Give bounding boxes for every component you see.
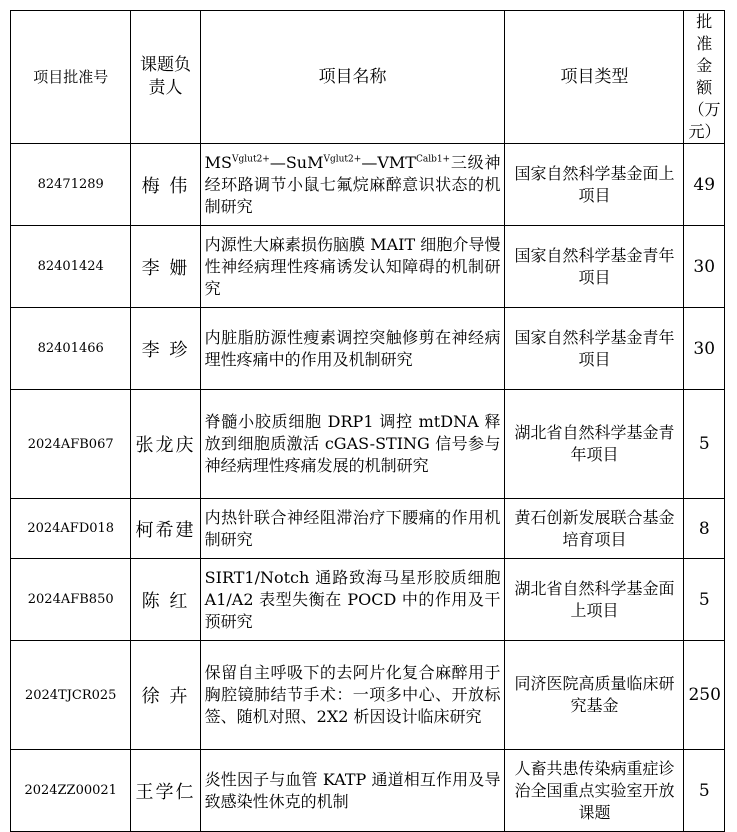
name-superscript: Vglut2+	[232, 154, 270, 165]
table-row	[11, 559, 725, 641]
lead-cell: 柯希建	[131, 499, 200, 559]
project-type-cell: 同济医院高质量临床研究基金	[505, 641, 684, 750]
name-text: MS	[204, 152, 233, 172]
project-id-cell: 2024AFD018	[11, 499, 131, 559]
project-id-cell: 82471289	[11, 144, 131, 226]
project-type-cell: 人畜共患传染病重症诊治全国重点实验室开放课题	[505, 750, 684, 832]
project-type-cell: 湖北省自然科学基金面上项目	[505, 559, 684, 641]
table-row	[11, 144, 725, 226]
project-type-cell: 国家自然科学基金面上项目	[505, 144, 684, 226]
amount-cell: 250	[684, 641, 725, 750]
project-id-cell: 2024AFB850	[11, 559, 131, 641]
header-amount: 批准金额（万元）	[684, 11, 725, 144]
project-id-cell: 2024TJCR025	[11, 641, 131, 750]
amount-cell: 8	[684, 499, 725, 559]
project-name-cell: 保留自主呼吸下的去阿片化复合麻醉用于胸腔镜肺结节手术：一项多中心、开放标签、随机对照、2X2 析因设计临床研究	[200, 641, 505, 750]
table-row	[11, 308, 725, 390]
project-id-cell: 82401424	[11, 226, 131, 308]
lead-cell: 王学仁	[131, 750, 200, 832]
table-body	[11, 144, 725, 832]
lead-cell: 李 珍	[131, 308, 200, 390]
lead-cell: 张龙庆	[131, 390, 200, 499]
table-row	[11, 226, 725, 308]
table-row	[11, 499, 725, 559]
amount-cell: 5	[684, 390, 725, 499]
header-project-type: 项目类型	[505, 11, 684, 144]
header-lead: 课题负责人	[131, 11, 200, 144]
project-type-cell: 国家自然科学基金青年项目	[505, 226, 684, 308]
lead-cell: 陈 红	[131, 559, 200, 641]
amount-cell: 5	[684, 750, 725, 832]
project-name-cell: SIRT1/Notch 通路致海马星形胶质细胞 A1/A2 表型失衡在 POCD 中的作用及干预研究	[200, 559, 505, 641]
project-type-cell: 国家自然科学基金青年项目	[505, 308, 684, 390]
amount-cell: 5	[684, 559, 725, 641]
project-id-cell: 2024ZZ00021	[11, 750, 131, 832]
name-text: —SuM	[269, 152, 324, 172]
project-name-cell: 内热针联合神经阻滞治疗下腰痛的作用机制研究	[200, 499, 505, 559]
project-name-cell: 内源性大麻素损伤脑膜 MAIT 细胞介导慢性神经病理性疼痛诱发认知障碍的机制研究	[200, 226, 505, 308]
amount-cell: 30	[684, 308, 725, 390]
table-row	[11, 641, 725, 750]
lead-cell: 李 姗	[131, 226, 200, 308]
project-name-cell	[200, 144, 505, 226]
project-type-cell: 湖北省自然科学基金青年项目	[505, 390, 684, 499]
table-row	[11, 750, 725, 832]
lead-cell: 徐 卉	[131, 641, 200, 750]
grant-table	[10, 10, 725, 832]
header-project-name: 项目名称	[200, 11, 505, 144]
name-text: 三级神经环路调节小鼠七氟烷麻醉意识状态的机制研究	[204, 152, 501, 216]
header-project-id: 项目批准号	[11, 11, 131, 144]
project-name-cell: 脊髓小胶质细胞 DRP1 调控 mtDNA 释放到细胞质激活 cGAS-STING 信号参与神经病理性疼痛发展的机制研究	[200, 390, 505, 499]
lead-cell: 梅 伟	[131, 144, 200, 226]
table-row	[11, 390, 725, 499]
name-text: —VMT	[361, 152, 416, 172]
amount-cell: 49	[684, 144, 725, 226]
header-row	[11, 11, 725, 144]
project-name-cell: 内脏脂肪源性瘦素调控突触修剪在神经病理性疼痛中的作用及机制研究	[200, 308, 505, 390]
project-id-cell: 2024AFB067	[11, 390, 131, 499]
project-name-cell: 炎性因子与血管 KATP 通道相互作用及导致感染性休克的机制	[200, 750, 505, 832]
project-id-cell: 82401466	[11, 308, 131, 390]
name-superscript: Calb1+	[415, 154, 451, 165]
name-superscript: Vglut2+	[323, 154, 362, 165]
project-type-cell: 黄石创新发展联合基金培育项目	[505, 499, 684, 559]
amount-cell: 30	[684, 226, 725, 308]
